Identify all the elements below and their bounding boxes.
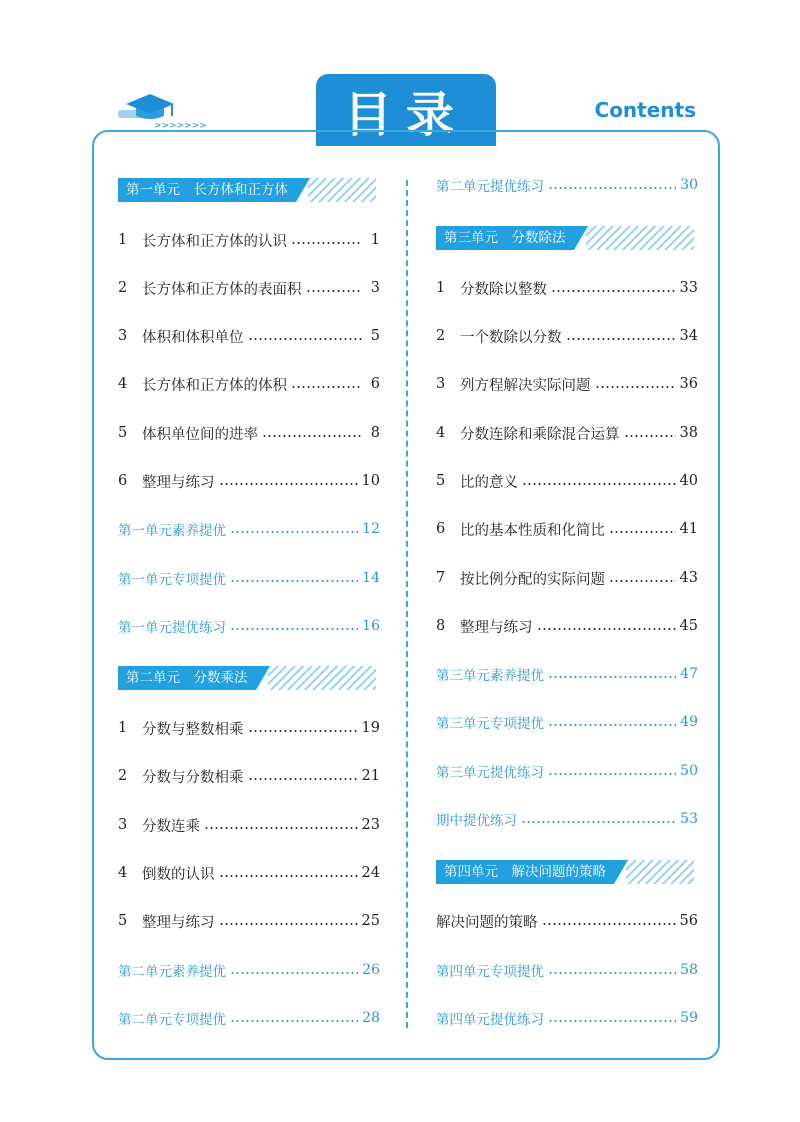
entry-number: 2 (118, 768, 128, 784)
entry-title: 第二单元素养提优 (118, 964, 226, 980)
page-number: 8 (370, 425, 380, 441)
toc-special-entry[interactable] (436, 1008, 698, 1028)
dot-leader (522, 483, 676, 485)
section-title: 第四单元 解决问题的策略 (436, 860, 614, 884)
entry-number: 4 (118, 376, 128, 392)
entry-number: 8 (436, 618, 446, 634)
page-number: 1 (370, 232, 380, 248)
page-title: 目录 (316, 74, 496, 146)
page-number: 58 (680, 962, 698, 978)
toc-entry[interactable] (118, 718, 380, 738)
page-number: 5 (370, 328, 380, 344)
dot-leader (521, 821, 676, 823)
toc-entry[interactable] (118, 863, 380, 883)
section-header (436, 226, 694, 250)
entry-title: 长方体和正方体的认识 (142, 233, 287, 250)
toc-entry[interactable] (436, 423, 698, 443)
page-number: 3 (370, 280, 380, 296)
page-number: 30 (680, 177, 698, 193)
dot-leader (609, 580, 676, 582)
toc-entry[interactable] (436, 568, 698, 588)
entry-number: 5 (118, 425, 128, 441)
dot-leader (230, 628, 358, 630)
entry-number: 5 (436, 473, 446, 489)
entry-title: 按比例分配的实际问题 (460, 571, 605, 588)
entry-number: 3 (118, 817, 128, 833)
dot-leader (551, 290, 676, 292)
page-number: 28 (362, 1010, 380, 1026)
entry-title: 整理与练习 (142, 914, 215, 931)
dot-leader (609, 531, 676, 533)
entry-number: 4 (436, 425, 446, 441)
dot-leader (219, 875, 358, 877)
decorative-stripes (308, 178, 376, 202)
toc-entry[interactable] (436, 471, 698, 491)
dot-leader (548, 972, 676, 974)
page-number: 41 (679, 521, 698, 537)
dot-leader (548, 676, 676, 678)
page-number: 56 (679, 913, 698, 929)
entry-title: 第三单元专项提优 (436, 716, 544, 732)
entry-number: 3 (118, 328, 128, 344)
toc-special-entry[interactable] (118, 1008, 380, 1028)
entry-title: 分数连乘 (142, 818, 200, 835)
page-subtitle: Contents (594, 98, 696, 122)
page-number: 45 (679, 618, 698, 634)
page-number: 38 (679, 425, 698, 441)
entry-title: 第二单元专项提优 (118, 1012, 226, 1028)
page-number: 36 (679, 376, 698, 392)
entry-title: 第一单元素养提优 (118, 523, 226, 539)
toc-entry[interactable] (118, 326, 380, 346)
entry-title: 倒数的认识 (142, 866, 215, 883)
entry-title: 第四单元提优练习 (436, 1012, 544, 1028)
page-number: 10 (361, 473, 380, 489)
toc-entry[interactable] (436, 616, 698, 636)
entry-number: 6 (118, 473, 128, 489)
page-number: 43 (679, 570, 698, 586)
decorative-stripes (268, 666, 377, 690)
page-number: 47 (680, 666, 698, 682)
entry-title: 一个数除以分数 (460, 329, 562, 346)
section-title: 第一单元 长方体和正方体 (118, 178, 296, 202)
toc-entry[interactable] (118, 423, 380, 443)
toc-entry[interactable] (118, 278, 380, 298)
entry-title: 分数与分数相乘 (142, 769, 244, 786)
page-number: 6 (370, 376, 380, 392)
toc-entry[interactable] (118, 471, 380, 491)
entry-title: 第二单元提优练习 (436, 179, 544, 195)
dot-leader (537, 628, 676, 630)
toc-entry[interactable] (436, 911, 698, 931)
graduation-cap-icon (116, 86, 207, 131)
dot-leader (219, 483, 358, 485)
dot-leader (542, 923, 676, 925)
entry-title: 比的基本性质和化简比 (460, 522, 605, 539)
page-number: 49 (680, 714, 698, 730)
page-number: 59 (680, 1010, 698, 1026)
toc-entry[interactable] (118, 374, 380, 394)
page-number: 34 (679, 328, 698, 344)
section-title: 第三单元 分数除法 (436, 226, 574, 250)
page-number: 25 (361, 913, 380, 929)
section-header (436, 860, 694, 884)
entry-title: 第三单元提优练习 (436, 765, 544, 781)
dot-leader (595, 386, 676, 388)
page-number: 40 (679, 473, 698, 489)
entry-number: 7 (436, 570, 446, 586)
toc-special-entry[interactable] (436, 960, 698, 980)
dot-leader (548, 187, 676, 189)
toc-entry[interactable] (436, 278, 698, 298)
dot-leader (248, 778, 358, 780)
page-number: 16 (362, 618, 380, 634)
toc-special-entry[interactable] (118, 568, 380, 588)
toc-special-entry[interactable] (436, 175, 698, 195)
dot-leader (230, 580, 358, 582)
entry-number: 2 (118, 280, 128, 296)
entry-title: 分数连除和乘除混合运算 (460, 426, 620, 443)
section-title: 第二单元 分数乘法 (118, 666, 256, 690)
toc-entry[interactable] (436, 326, 698, 346)
page-number: 33 (679, 280, 698, 296)
entry-title: 第一单元提优练习 (118, 620, 226, 636)
entry-title: 第一单元专项提优 (118, 572, 226, 588)
page-number: 14 (362, 570, 380, 586)
entry-title: 体积单位间的进率 (142, 426, 258, 443)
entry-title: 整理与练习 (460, 619, 533, 636)
dot-leader (248, 730, 358, 732)
page-number: 26 (362, 962, 380, 978)
entry-number: 4 (118, 865, 128, 881)
entry-title: 第三单元素养提优 (436, 668, 544, 684)
svg-text:>>>>>>>: >>>>>>> (154, 121, 207, 131)
entry-title: 比的意义 (460, 474, 518, 491)
page-number: 24 (361, 865, 380, 881)
entry-number: 6 (436, 521, 446, 537)
dot-leader (230, 531, 358, 533)
decorative-stripes (586, 226, 695, 250)
toc-special-entry[interactable] (436, 712, 698, 732)
dot-leader (230, 972, 358, 974)
entry-title: 解决问题的策略 (436, 914, 538, 931)
dot-leader (291, 242, 362, 244)
page-number: 21 (361, 768, 380, 784)
page-number: 12 (362, 521, 380, 537)
section-header (118, 178, 376, 202)
toc-special-entry[interactable] (118, 616, 380, 636)
page-number: 53 (680, 811, 698, 827)
entry-number: 1 (436, 280, 446, 296)
dot-leader (306, 290, 363, 292)
entry-title: 分数除以整数 (460, 281, 547, 298)
column-divider (406, 180, 408, 1028)
dot-leader (291, 386, 362, 388)
toc-entry[interactable] (118, 766, 380, 786)
entry-title: 期中提优练习 (436, 813, 517, 829)
entry-title: 列方程解决实际问题 (460, 377, 591, 394)
entry-title: 长方体和正方体的体积 (142, 377, 287, 394)
entry-number: 3 (436, 376, 446, 392)
dot-leader (262, 435, 362, 437)
toc-special-entry[interactable] (118, 519, 380, 539)
entry-number: 1 (118, 720, 128, 736)
entry-title: 第四单元专项提优 (436, 964, 544, 980)
toc-entry[interactable] (436, 519, 698, 539)
entry-title: 整理与练习 (142, 474, 215, 491)
dot-leader (548, 724, 676, 726)
toc-entry[interactable] (118, 815, 380, 835)
page-number: 23 (361, 817, 380, 833)
entry-number: 1 (118, 232, 128, 248)
entry-number: 5 (118, 913, 128, 929)
toc-entry[interactable] (118, 911, 380, 931)
dot-leader (566, 338, 676, 340)
toc-special-entry[interactable] (436, 664, 698, 684)
toc-special-entry[interactable] (436, 761, 698, 781)
toc-entry[interactable] (118, 230, 380, 250)
toc-special-entry[interactable] (436, 809, 698, 829)
dot-leader (230, 1020, 358, 1022)
toc-entry[interactable] (436, 374, 698, 394)
entry-title: 分数与整数相乘 (142, 721, 244, 738)
dot-leader (548, 773, 676, 775)
decorative-stripes (626, 860, 694, 884)
entry-title: 体积和体积单位 (142, 329, 244, 346)
dot-leader (219, 923, 358, 925)
section-header (118, 666, 376, 690)
page-number: 50 (680, 763, 698, 779)
entry-title: 长方体和正方体的表面积 (142, 281, 302, 298)
dot-leader (624, 435, 676, 437)
dot-leader (204, 827, 358, 829)
toc-special-entry[interactable] (118, 960, 380, 980)
page-number: 19 (361, 720, 380, 736)
dot-leader (248, 338, 363, 340)
dot-leader (548, 1020, 676, 1022)
entry-number: 2 (436, 328, 446, 344)
